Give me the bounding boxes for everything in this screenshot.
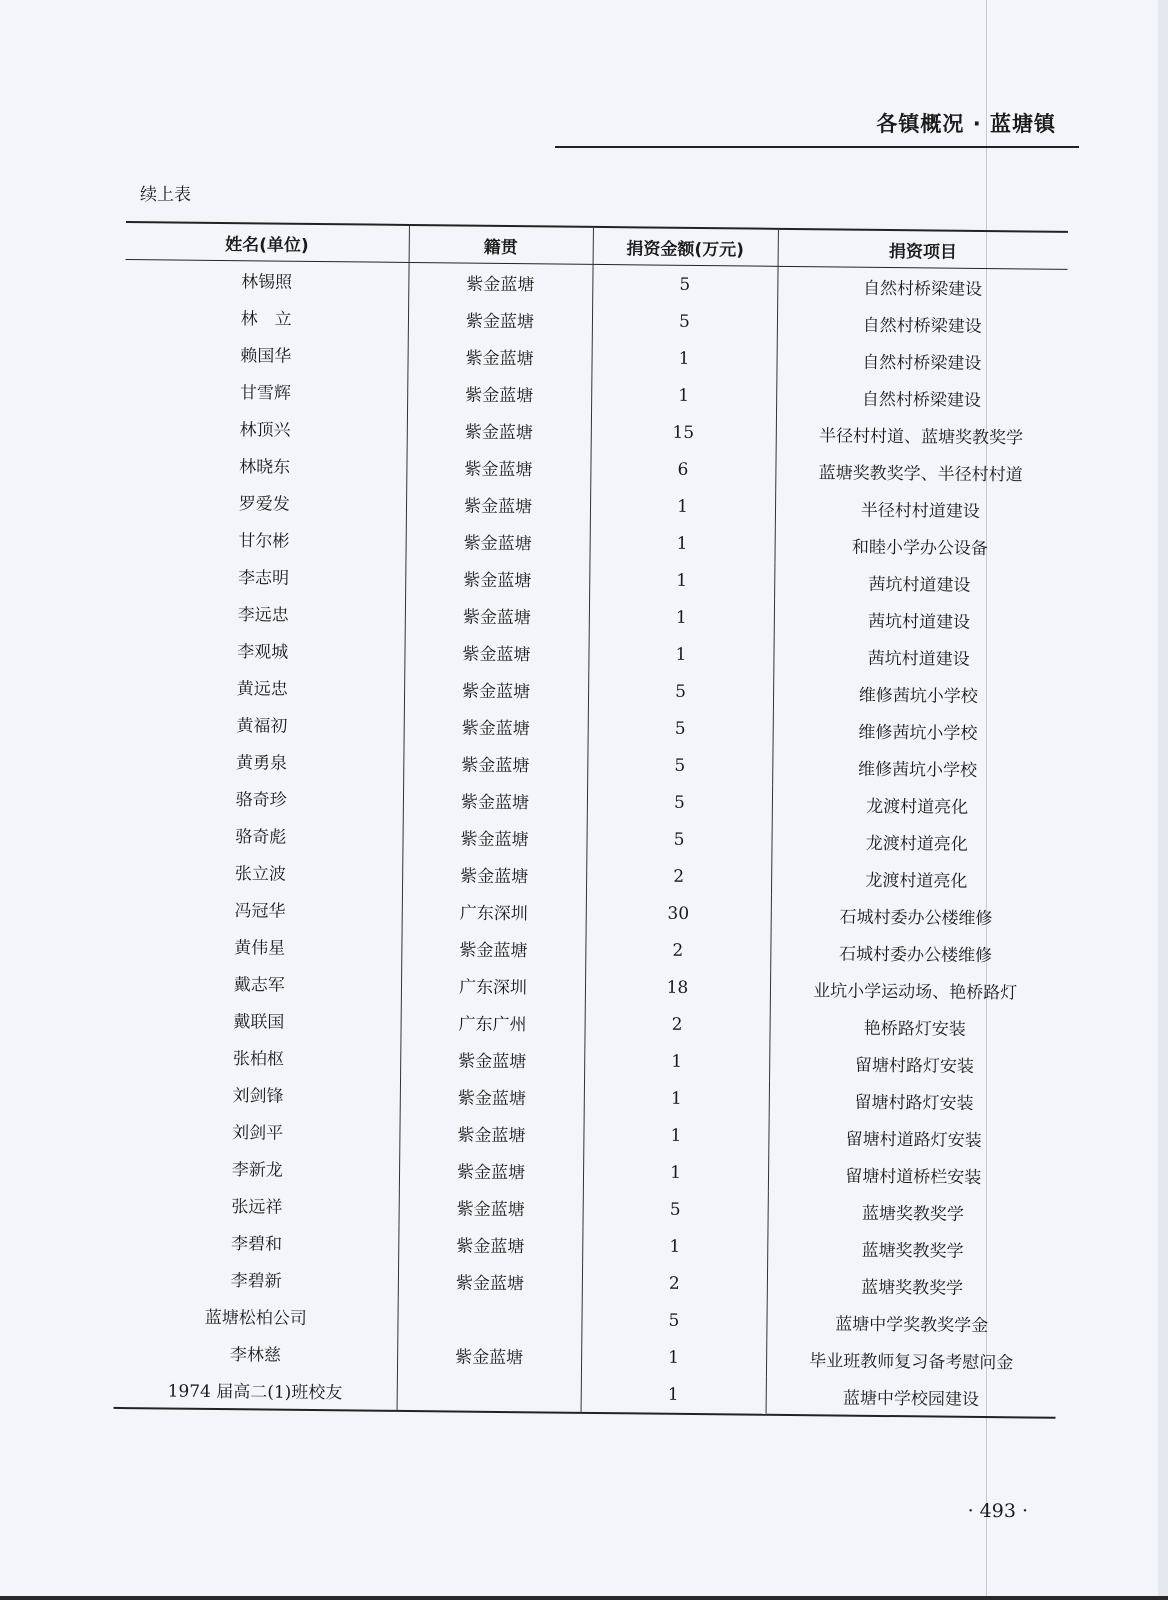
cell-amount: 1 xyxy=(583,1116,768,1155)
cell-amount: 5 xyxy=(587,783,772,822)
cell-project: 自然村桥梁建设 xyxy=(862,315,982,337)
cell-amount: 1 xyxy=(591,376,776,415)
cell-name: 黄福初 xyxy=(121,704,404,744)
cell-project: 蓝塘中学校园建设 xyxy=(766,1377,1056,1418)
cell-amount: 1 xyxy=(588,635,773,674)
cell-origin xyxy=(397,1299,581,1338)
cell-project: 留塘村道路灯安装 xyxy=(845,1129,982,1152)
cell-name: 黄勇泉 xyxy=(120,741,403,781)
cell-origin: 紫金蓝塘 xyxy=(403,781,587,820)
column-header-origin: 籍贯 xyxy=(409,225,593,264)
cell-origin: 紫金蓝塘 xyxy=(405,522,589,561)
cell-amount: 2 xyxy=(586,857,771,896)
cell-project: 茜坑村道建设 xyxy=(867,648,970,670)
cell-project: 业坑小学运动场、艳桥路灯 xyxy=(813,981,1018,1004)
cell-project: 蓝塘奖教奖学 xyxy=(861,1240,964,1262)
cell-name: 李碧和 xyxy=(115,1222,398,1262)
cell-amount: 2 xyxy=(582,1264,767,1303)
cell-project: 半径村村道、蓝塘奖教奖学 xyxy=(818,426,1024,449)
cell-origin: 紫金蓝塘 xyxy=(407,411,591,450)
cell-origin: 紫金蓝塘 xyxy=(404,707,588,746)
table-body xyxy=(114,259,1068,1417)
cell-amount: 1 xyxy=(584,1079,769,1118)
cell-name: 骆奇珍 xyxy=(120,778,403,818)
cell-name: 罗爱发 xyxy=(123,482,406,522)
cell-project: 龙渡村道亮化 xyxy=(865,870,968,892)
cell-name: 戴志军 xyxy=(118,963,401,1003)
cell-project: 自然村桥梁建设 xyxy=(862,352,982,374)
cell-name: 林顶兴 xyxy=(124,408,407,448)
cell-project: 留塘村路灯安装 xyxy=(854,1055,975,1077)
scan-edge xyxy=(1158,0,1168,1600)
cell-amount: 1 xyxy=(589,561,774,600)
cell-amount: 6 xyxy=(590,450,775,489)
cell-name: 林晓东 xyxy=(123,445,406,485)
cell-project: 茜坑村道建设 xyxy=(867,611,971,633)
cell-origin: 紫金蓝塘 xyxy=(400,1077,584,1116)
cell-project: 茜坑村道建设 xyxy=(868,574,971,596)
cell-project: 维修茜坑小学校 xyxy=(857,759,978,781)
cell-project: 自然村桥梁建设 xyxy=(862,278,983,300)
cell-name: 张柏枢 xyxy=(117,1037,400,1077)
cell-project: 维修茜坑小学校 xyxy=(858,722,978,744)
cell-origin: 紫金蓝塘 xyxy=(406,448,590,487)
cell-name: 李远忠 xyxy=(122,593,405,633)
cell-amount: 1 xyxy=(583,1153,768,1192)
continued-label: 续上表 xyxy=(140,185,191,205)
cell-project: 石城村委办公楼维修 xyxy=(839,944,993,967)
cell-amount: 2 xyxy=(584,1005,769,1044)
cell-amount: 30 xyxy=(586,894,771,933)
cell-amount: 2 xyxy=(585,931,770,970)
cell-origin: 紫金蓝塘 xyxy=(406,485,590,524)
cell-name: 李志明 xyxy=(122,556,405,596)
cell-amount: 1 xyxy=(589,598,774,637)
cell-origin xyxy=(397,1373,581,1413)
cell-amount: 5 xyxy=(588,672,773,711)
cell-amount: 1 xyxy=(581,1338,766,1377)
cell-origin: 紫金蓝塘 xyxy=(402,818,586,857)
cell-name: 林锡照 xyxy=(125,259,408,299)
page-number: · 493 · xyxy=(967,1500,1028,1522)
cell-project: 半径村村道建设 xyxy=(860,500,980,522)
cell-amount: 1 xyxy=(584,1042,769,1081)
cell-project: 蓝塘奖教奖学、半径村村道 xyxy=(818,463,1023,486)
column-header-project: 捐资项目 xyxy=(778,229,1068,270)
cell-amount: 5 xyxy=(581,1301,766,1340)
cell-name: 蓝塘松柏公司 xyxy=(114,1296,397,1336)
cell-origin: 紫金蓝塘 xyxy=(397,1336,581,1375)
cell-amount: 5 xyxy=(588,709,773,748)
donation-table-wrapper xyxy=(114,221,1068,1419)
cell-origin: 紫金蓝塘 xyxy=(399,1151,583,1190)
cell-name: 林 立 xyxy=(125,297,408,337)
cell-amount: 1 xyxy=(591,339,776,378)
cell-name: 戴联国 xyxy=(117,1000,400,1040)
cell-name: 张立波 xyxy=(119,852,402,892)
scan-bottom-edge xyxy=(0,1596,1168,1600)
cell-name: 李观城 xyxy=(121,630,404,670)
donation-table xyxy=(114,221,1068,1419)
cell-name: 刘剑平 xyxy=(116,1111,399,1151)
cell-amount: 1 xyxy=(590,487,775,526)
cell-project: 留塘村路灯安装 xyxy=(854,1092,974,1114)
cell-origin: 紫金蓝塘 xyxy=(399,1114,583,1153)
cell-origin: 紫金蓝塘 xyxy=(408,300,592,339)
cell-name: 黄远忠 xyxy=(121,667,404,707)
cell-amount: 5 xyxy=(592,302,777,341)
cell-amount: 15 xyxy=(591,413,776,452)
cell-origin: 紫金蓝塘 xyxy=(404,633,588,672)
cell-name: 李林慈 xyxy=(114,1333,397,1373)
cell-amount: 5 xyxy=(592,264,777,303)
cell-project: 艳桥路灯安装 xyxy=(863,1018,966,1040)
cell-origin: 紫金蓝塘 xyxy=(403,744,587,783)
cell-name: 甘雪辉 xyxy=(124,371,407,411)
header-rule xyxy=(555,146,1079,148)
cell-origin: 紫金蓝塘 xyxy=(405,596,589,635)
cell-origin: 广东深圳 xyxy=(402,892,586,931)
cell-name: 1974 届高二(1)班校友 xyxy=(114,1370,397,1411)
cell-name: 张远祥 xyxy=(116,1185,399,1225)
cell-amount: 1 xyxy=(581,1375,766,1415)
page-header-title: 各镇概况 · 蓝塘镇 xyxy=(876,112,1056,136)
cell-origin: 紫金蓝塘 xyxy=(405,559,589,598)
cell-project: 自然村桥梁建设 xyxy=(861,389,982,411)
cell-amount: 5 xyxy=(586,820,771,859)
cell-amount: 5 xyxy=(587,746,772,785)
cell-project: 龙渡村道亮化 xyxy=(865,833,968,855)
cell-origin: 紫金蓝塘 xyxy=(398,1262,582,1301)
cell-project: 毕业班教师复习备考慰问金 xyxy=(809,1351,1014,1374)
cell-amount: 1 xyxy=(582,1227,767,1266)
cell-origin: 紫金蓝塘 xyxy=(398,1225,582,1264)
column-header-amount: 捐资金额(万元) xyxy=(593,227,778,266)
cell-project: 蓝塘奖教奖学 xyxy=(861,1277,964,1299)
cell-name: 李新龙 xyxy=(116,1148,399,1188)
cell-project: 石城村委办公楼维修 xyxy=(839,907,993,930)
cell-name: 黄伟星 xyxy=(118,926,401,966)
cell-origin: 紫金蓝塘 xyxy=(407,374,591,413)
cell-amount: 1 xyxy=(589,524,774,563)
cell-origin: 紫金蓝塘 xyxy=(400,1040,584,1079)
cell-origin: 紫金蓝塘 xyxy=(407,337,591,376)
cell-origin: 紫金蓝塘 xyxy=(401,929,585,968)
cell-origin: 广东深圳 xyxy=(401,966,585,1005)
column-header-name: 姓名(单位) xyxy=(126,222,409,262)
cell-project: 蓝塘中学奖教奖学金 xyxy=(835,1314,989,1337)
cell-origin: 紫金蓝塘 xyxy=(404,670,588,709)
cell-origin: 紫金蓝塘 xyxy=(399,1188,583,1227)
cell-name: 赖国华 xyxy=(124,334,407,374)
cell-project: 蓝塘奖教奖学 xyxy=(861,1203,964,1225)
cell-project: 维修茜坑小学校 xyxy=(858,685,978,707)
cell-amount: 18 xyxy=(585,968,770,1007)
cell-name: 李碧新 xyxy=(115,1259,398,1299)
cell-origin: 紫金蓝塘 xyxy=(408,262,592,301)
cell-project: 留塘村道桥栏安装 xyxy=(845,1166,982,1189)
cell-name: 刘剑锋 xyxy=(117,1074,400,1114)
cell-name: 骆奇彪 xyxy=(119,815,402,855)
cell-origin: 广东广州 xyxy=(400,1003,584,1042)
cell-amount: 5 xyxy=(582,1190,767,1229)
cell-name: 冯冠华 xyxy=(119,889,402,929)
cell-origin: 紫金蓝塘 xyxy=(402,855,586,894)
cell-name: 甘尔彬 xyxy=(122,519,405,559)
cell-project: 龙渡村道亮化 xyxy=(866,796,969,818)
cell-project: 和睦小学办公设备 xyxy=(851,537,988,560)
